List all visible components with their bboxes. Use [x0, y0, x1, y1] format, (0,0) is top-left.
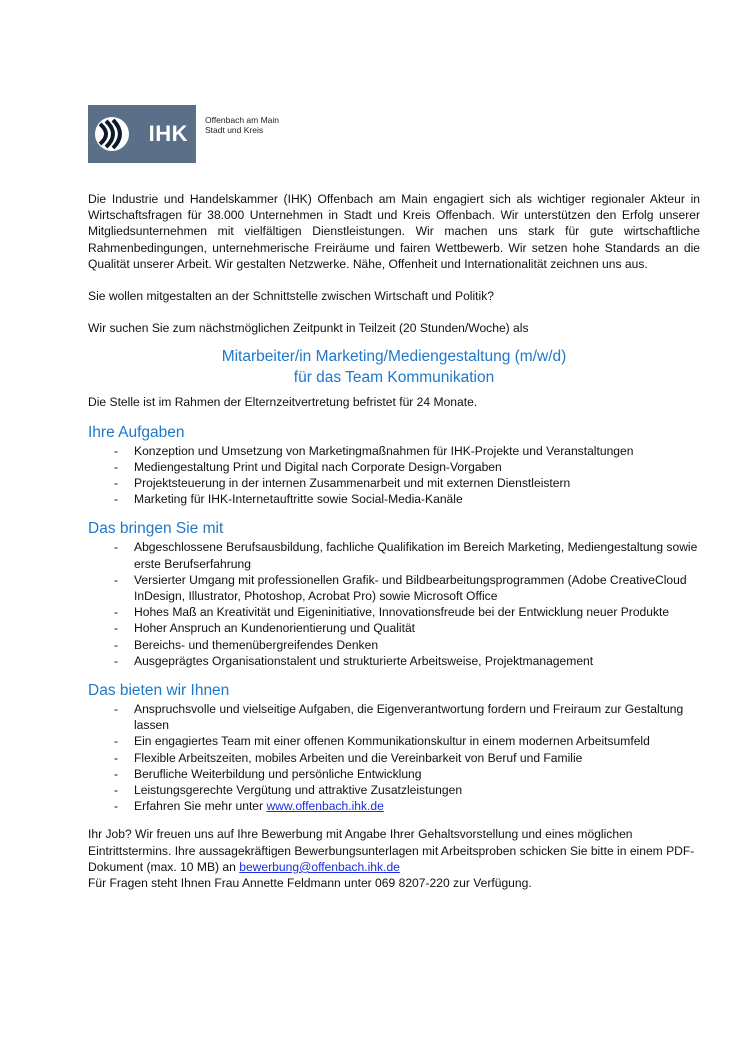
ihk-logo [88, 104, 700, 164]
list-item: - Abgeschlossene Berufsausbildung, fachliche Qualifikation im Bereich Marketing, Mediengestaltung sowie erste Berufserfahrung [88, 539, 700, 571]
contact-line: Für Fragen steht Ihnen Frau Annette Feldmann unter 069 8207-220 zur Verfügung. [88, 876, 532, 891]
section-heading-aufgaben: Ihre Aufgaben [88, 423, 185, 441]
list-item: - Ein engagiertes Team mit einer offenen Kommunikationskultur in einem modernen Arbeitsumfeld [88, 733, 700, 749]
search-line: Wir suchen Sie zum nächstmöglichen Zeitpunkt in Teilzeit (20 Stunden/Woche) als [88, 321, 529, 336]
section-heading-profil: Das bringen Sie mit [88, 520, 224, 538]
angebot-list [88, 701, 700, 814]
profil-list [88, 539, 700, 669]
website-link[interactable]: www.offenbach.ihk.de [266, 799, 384, 814]
job-title-line1: Mitarbeiter/in Marketing/Mediengestaltung (m/w/d) [221, 348, 567, 366]
list-item: - Projektsteuerung in der internen Zusammenarbeit und mit externen Dienstleistern [88, 475, 700, 491]
logo-box [88, 105, 196, 163]
apply-paragraph [88, 826, 700, 875]
logo-circle-icon [94, 116, 130, 152]
list-item: - Mediengestaltung Print und Digital nach Corporate Design-Vorgaben [88, 459, 700, 475]
aufgaben-list [88, 443, 700, 508]
list-item: - Marketing für IHK-Internetauftritte sowie Social-Media-Kanäle [88, 491, 700, 507]
logo-location-line1: Offenbach am Main [205, 115, 280, 125]
job-title [88, 346, 700, 388]
list-item: - Hoher Anspruch an Kundenorientierung und Qualität [88, 620, 700, 636]
list-item: - Ausgeprägtes Organisationstalent und strukturierte Arbeitsweise, Projektmanagement [88, 653, 700, 669]
question-line: Sie wollen mitgestalten an der Schnittstelle zwischen Wirtschaft und Politik? [88, 289, 495, 304]
list-item: - Leistungsgerechte Vergütung und attraktive Zusatzleistungen [88, 782, 700, 798]
list-item: - Flexible Arbeitszeiten, mobiles Arbeiten und die Vereinbarkeit von Beruf und Familie [88, 750, 700, 766]
logo-location-line2: Stadt und Kreis [205, 125, 264, 135]
more-prefix: Erfahren Sie mehr unter [134, 799, 267, 814]
section-heading-angebot: Das bieten wir Ihnen [88, 682, 230, 700]
list-item: - Bereichs- und themenübergreifendes Denken [88, 637, 700, 653]
email-link[interactable]: bewerbung@offenbach.ihk.de [239, 859, 400, 874]
logo-location [205, 115, 279, 135]
list-item: - Hohes Maß an Kreativität und Eigeninitiative, Innovationsfreude bei der Entwicklung neuer Produkte [88, 604, 700, 620]
job-title-line2: für das Team Kommunikation [293, 369, 495, 387]
intro-paragraph: Die Industrie und Handelskammer (IHK) Offenbach am Main engagiert sich als wichtiger regionaler Akteur in Wirtschaftsfragen für 38.000 Unternehmen in Stadt und Kreis Offenbach. Wir unterstützen den Erfolg unserer Mitgliedsunternehmen mit vielfältigen Dienstleistungen. Wir machen uns stark für gute wirtschaftliche Rahmenbedingungen, unternehmerische Freiräume und fairen Wettbewerb. Wir setzen hohe Standards an die Qualität unserer Arbeit. Wir gestalten Netzwerke. Nähe, Offenheit und Internationalität zeichnen uns aus. [88, 192, 700, 271]
list-item: - Versierter Umgang mit professionellen Grafik- und Bildbearbeitungsprogrammen (Adobe CreativeCloud InDesign, Illustrator, Photoshop, Acrobat Pro) sowie Microsoft Office [88, 572, 700, 604]
list-item: - Anspruchsvolle und vielseitige Aufgaben, die Eigenverantwortung fordern und Freiraum zur Gestaltung lassen [88, 701, 700, 733]
list-item-more [88, 798, 700, 814]
apply-text: Ihr Job? Wir freuen uns auf Ihre Bewerbung mit Angabe Ihrer Gehaltsvorstellung und eines möglichen Eintrittstermins. Ihre aussagekräftigen Bewerbungsunterlagen mit Arbeitsproben schicken Sie bitte in einem PDF-Dokument (max. 10 MB) an [88, 827, 695, 874]
document-page [88, 104, 700, 891]
position-note: Die Stelle ist im Rahmen der Elternzeitvertretung befristet für 24 Monate. [88, 395, 478, 410]
list-item: - Berufliche Weiterbildung und persönliche Entwicklung [88, 766, 700, 782]
logo-brand: IHK [148, 120, 188, 146]
list-item: - Konzeption und Umsetzung von Marketingmaßnahmen für IHK-Projekte und Veranstaltungen [88, 443, 700, 459]
